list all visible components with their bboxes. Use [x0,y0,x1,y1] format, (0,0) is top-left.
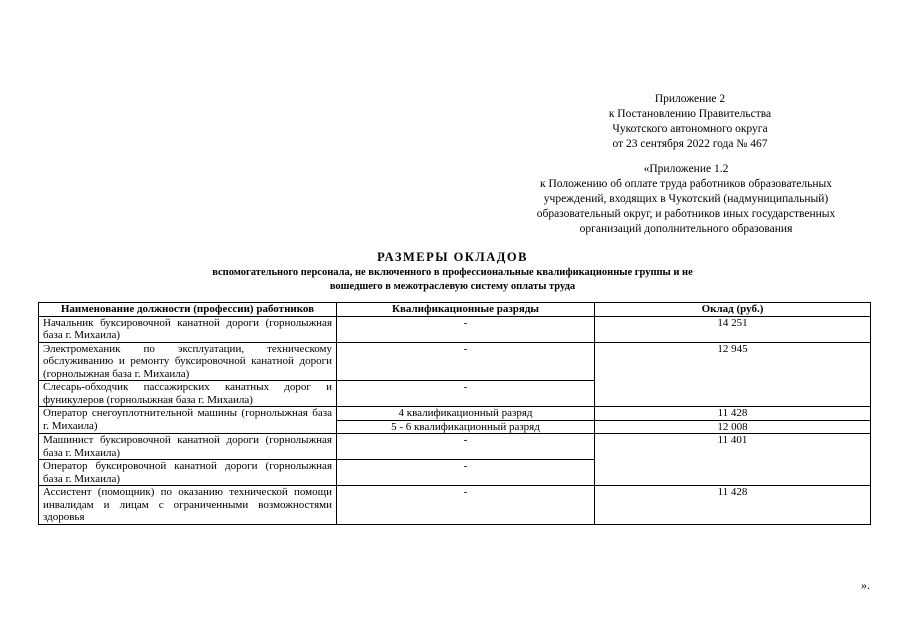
table-row [39,316,871,342]
position-cell: Оператор буксировочной канатной дороги (горнолыжная база г. Михаила) [39,460,337,486]
appendix-line: Чукотского автономного округа [612,123,768,135]
table-row [39,342,871,381]
salary-table [38,302,871,525]
grade-cell: - [337,486,595,525]
table-row [39,434,871,460]
header-grades: Квалификационные разряды [337,303,595,317]
inner-appendix-line: «Приложение 1.2 [643,163,729,175]
header-salary: Оклад (руб.) [595,303,871,317]
grade-cell: - [337,460,595,486]
document-title: РАЗМЕРЫ ОКЛАДОВ [377,250,528,264]
position-cell: Машинист буксировочной канатной дороги (горнолыжная база г. Михаила) [39,434,337,460]
position-cell: Начальник буксировочной канатной дороги (горнолыжная база г. Михаила) [39,316,337,342]
table-row [39,486,871,525]
grade-cell: 5 - 6 квалификационный разряд [337,420,595,434]
appendix-line: Приложение 2 [654,93,726,105]
salary-cell: 12 945 [595,342,871,407]
appendix-line: к Постановлению Правительства [608,108,772,120]
position-cell: Электромеханик по эксплуатации, техническому обслуживанию и ремонту буксировочной канатной дороги (горнолыжная база г. Михаила) [39,342,337,381]
header-position: Наименование должности (профессии) работников [39,303,337,317]
position-cell: Слесарь-обходчик пассажирских канатных дорог и фуникулеров (горнолыжная база г. Михаила) [39,381,337,407]
salary-cell: 11 428 [595,407,871,421]
appendix-line: от 23 сентября 2022 года № 467 [612,138,768,150]
position-cell: Оператор снегоуплотнительной машины (горнолыжная база г. Михаила) [39,407,337,434]
document-subtitle [130,266,775,294]
grade-cell: - [337,342,595,381]
salary-cell: 11 428 [595,486,871,525]
inner-appendix-line: организаций дополнительного образования [579,223,793,235]
salary-cell: 14 251 [595,316,871,342]
grade-cell: - [337,434,595,460]
salary-cell: 11 401 [595,434,871,486]
inner-appendix-line: к Положению об оплате труда работников образовательных [540,178,832,190]
table-row [39,407,871,421]
closing-quote-mark: ». [861,578,870,592]
subtitle-line: вспомогательного персонала, не включенного в профессиональные квалификационные группы и не [212,267,693,278]
inner-appendix-line: образовательный округ, и работников иных государственных [536,208,836,220]
position-cell: Ассистент (помощник) по оказанию технической помощи инвалидам и лицам с ограниченными возможностями здоровья [39,486,337,525]
salary-cell: 12 008 [595,420,871,434]
appendix-reference [560,92,820,152]
grade-cell: - [337,381,595,407]
table-header-row [39,303,871,317]
grade-cell: - [337,316,595,342]
inner-appendix-reference [500,162,872,237]
subtitle-line: вошедшего в межотраслевую систему оплаты труда [329,281,576,292]
inner-appendix-line: учреждений, входящих в Чукотский (надмуниципальный) [543,193,829,205]
grade-cell: 4 квалификационный разряд [337,407,595,421]
